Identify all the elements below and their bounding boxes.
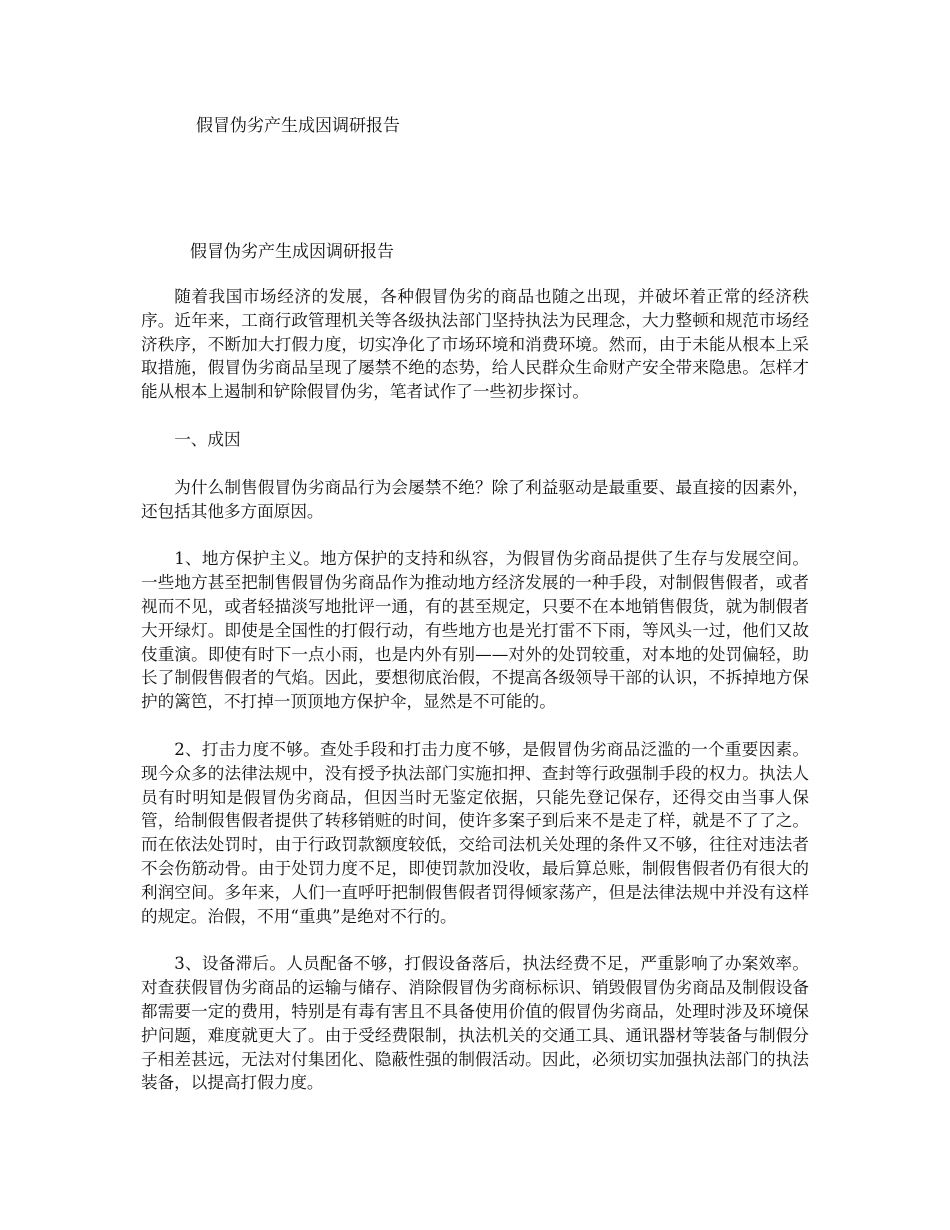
document-body <box>141 285 809 1119</box>
document-subtitle: 假冒伪劣产生成因调研报告 <box>190 242 394 262</box>
section-heading-causes: 一、成因 <box>174 429 241 449</box>
document-title: 假冒伪劣产生成因调研报告 <box>196 116 400 136</box>
point-insufficient-crackdown: 2、打击力度不够。查处手段和打击力度不够，是假冒伪劣商品泛滥的一个重要因素。现今众多的法律法规中，没有授予执法部门实施扣押、查封等行政强制手段的权力。执法人员有时明知是假冒伪劣商品，但因当时无鉴定依据，只能先登记保存，还得交由当事人保管，给制假售假者提供了转移销赃的时间，使许多案子到后来不是走了样，就是不了了之。而在依法处罚时，由于行政罚款额度较低，交给司法机关处理的条件又不够，往往对违法者不会伤筋动骨。由于处罚力度不足，即使罚款加没收，最后算总账，制假售假者仍有很大的利润空间。多年来，人们一直呼吁把制假售假者罚得倾家荡产，但是法律法规中并没有这样的规定。治假，不用“重典”是绝对不行的。 <box>141 739 809 926</box>
intro-paragraph: 随着我国市场经济的发展，各种假冒伪劣的商品也随之出现，并破坏着正常的经济秩序。近年来，工商行政管理机关等各级执法部门坚持执法为民理念，大力整顿和规范市场经济秩序，不断加大打假力度，切实净化了市场环境和消费环境。然而，由于未能从根本上采取措施，假冒伪劣商品呈现了屡禁不绝的态势，给人民群众生命财产安全带来隐患。怎样才能从根本上遏制和铲除假冒伪劣，笔者试作了一些初步探讨。 <box>141 287 809 402</box>
point-outdated-equipment: 3、设备滞后。人员配备不够，打假设备落后，执法经费不足，严重影响了办案效率。对查获假冒伪劣商品的运输与储存、消除假冒伪劣商标标识、销毁假冒伪劣商品及制假设备都需要一定的费用，特别是有毒有害且不具备使用价值的假冒伪劣商品，处理时涉及环境保护问题，难度就更大了。由于受经费限制，执法机关的交通工具、通讯器材等装备与制假分子相差甚远，无法对付集团化、隐蔽性强的制假活动。因此，必须切实加强执法部门的执法装备，以提高打假力度。 <box>141 954 809 1093</box>
point-local-protectionism: 1、地方保护主义。地方保护的支持和纵容，为假冒伪劣商品提供了生存与发展空间。一些地方甚至把制售假冒伪劣商品作为推动地方经济发展的一种手段，对制假售假者，或者视而不见，或者轻描淡写地批评一通，有的甚至规定，只要不在本地销售假货，就为制假者大开绿灯。即使是全国性的打假行动，有些地方也是光打雷不下雨，等风头一过，他们又故伎重演。即使有时下一点小雨，也是内外有别——对外的处罚较重，对本地的处罚偏轻，助长了制假售假者的气焰。因此，要想彻底治假，不提高各级领导干部的认识，不拆掉地方保护的篱笆，不打掉一顶顶地方保护伞，显然是不可能的。 <box>141 549 809 712</box>
section-intro-paragraph: 为什么制售假冒伪劣商品行为会屡禁不绝？除了利益驱动是最重要、最直接的因素外，还包括其他多方面原因。 <box>141 477 809 521</box>
